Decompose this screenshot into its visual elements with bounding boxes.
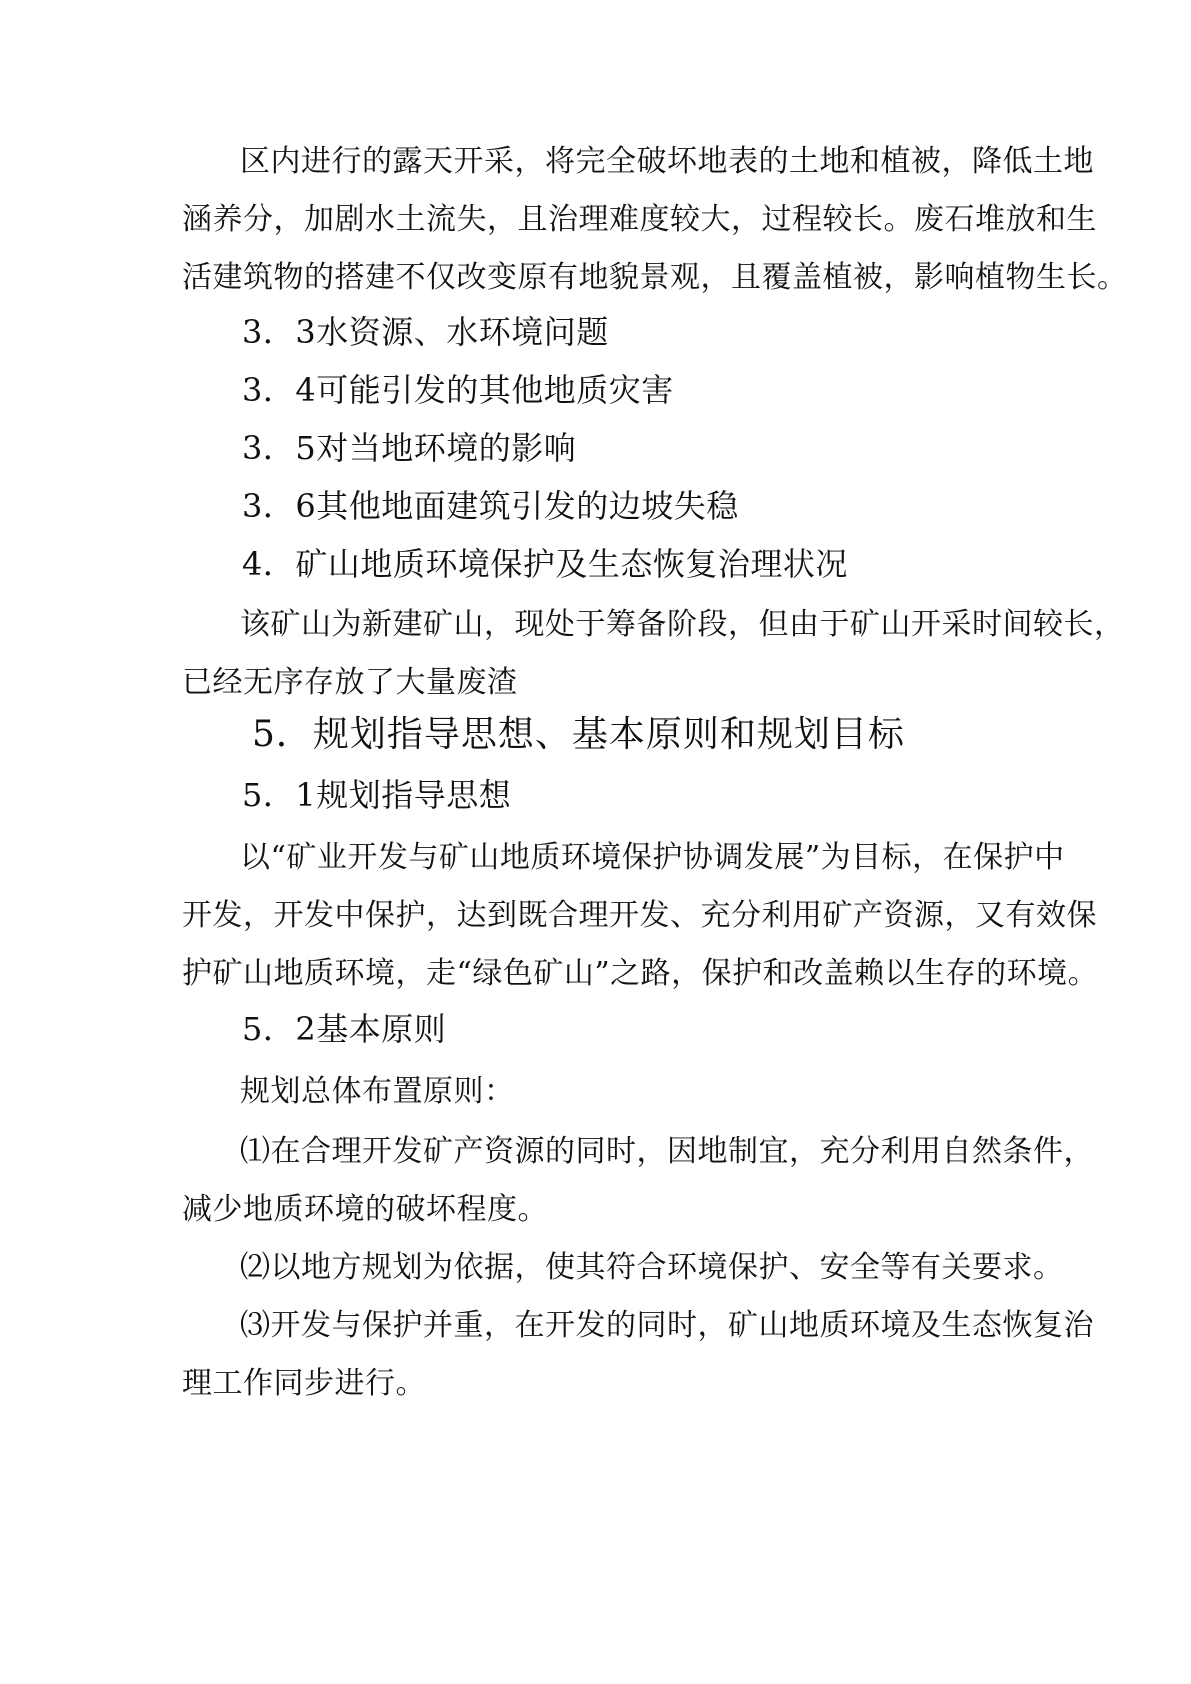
list-item-3: ⑶开发与保护并重，在开发的同时，矿山地质环境及生态恢复治	[240, 1308, 1094, 1343]
list-item-2: ⑵以地方规划为依据，使其符合环境保护、安全等有关要求。	[240, 1250, 1064, 1285]
paragraph-line: 护矿山地质环境，走“绿色矿山”之路，保护和改盖赖以生存的环境。	[182, 956, 1099, 991]
paragraph-line: 涵养分，加剧水土流失，且治理难度较大，过程较长。废石堆放和生	[182, 202, 1097, 237]
section-heading-4: 4．矿山地质环境保护及生态恢复治理状况	[242, 545, 848, 583]
paragraph-line: 开发，开发中保护，达到既合理开发、充分利用矿产资源，又有效保	[182, 898, 1097, 933]
paragraph-line: 活建筑物的搭建不仅改变原有地貌景观，且覆盖植被，影响植物生长。	[182, 260, 1128, 295]
section-heading-3-5: 3．5对当地环境的影响	[242, 429, 577, 467]
paragraph-line: 已经无序存放了大量废渣	[182, 665, 518, 700]
list-item-1: ⑴在合理开发矿产资源的同时，因地制宜，充分利用自然条件，	[240, 1134, 1094, 1169]
paragraph-line: 规划总体布置原则：	[240, 1074, 515, 1109]
chapter-heading-5: 5．规划指导思想、基本原则和规划目标	[252, 714, 905, 755]
paragraph-line: 以“矿业开发与矿山地质环境保护协调发展”为目标，在保护中	[240, 840, 1065, 875]
section-heading-3-3: 3．3水资源、水环境问题	[242, 313, 609, 351]
section-heading-3-4: 3．4可能引发的其他地质灾害	[242, 371, 674, 409]
section-heading-3-6: 3．6其他地面建筑引发的边坡失稳	[242, 487, 739, 525]
paragraph-line: 区内进行的露天开采，将完全破坏地表的土地和植被，降低土地	[240, 144, 1094, 179]
section-heading-5-2: 5．2基本原则	[242, 1010, 447, 1048]
paragraph-line: 该矿山为新建矿山，现处于筹备阶段，但由于矿山开采时间较长，	[240, 607, 1125, 642]
paragraph-line: 减少地质环境的破坏程度。	[182, 1192, 548, 1227]
section-heading-5-1: 5．1规划指导思想	[242, 776, 512, 814]
paragraph-line: 理工作同步进行。	[182, 1366, 426, 1401]
